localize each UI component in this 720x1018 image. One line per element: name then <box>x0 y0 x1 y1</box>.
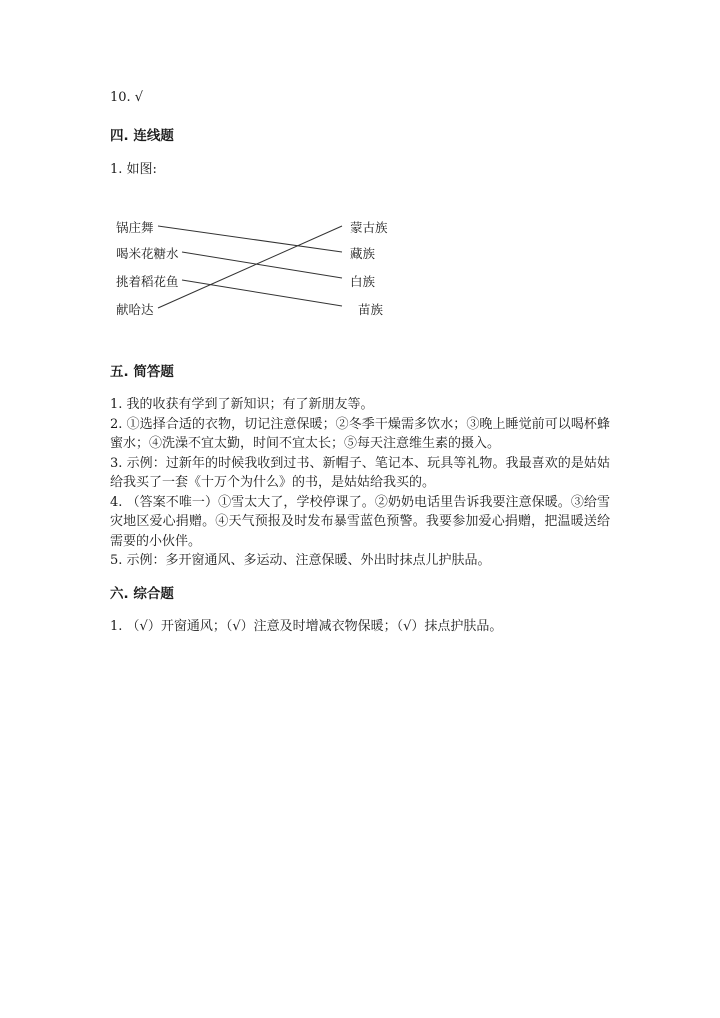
answer-10: 10. √ <box>110 90 144 105</box>
right-item-3: 白族 <box>350 274 376 289</box>
section-6-heading: 六. 综合题 <box>110 586 174 602</box>
match-line-4 <box>158 226 342 308</box>
left-item-2: 喝米花糖水 <box>116 246 179 261</box>
matching-diagram <box>110 206 410 326</box>
left-item-4: 献哈达 <box>116 302 154 317</box>
left-item-1: 锅庄舞 <box>116 220 154 235</box>
section-5-heading: 五. 简答题 <box>110 364 174 380</box>
section-5-answers <box>110 395 610 571</box>
left-item-3: 挑着稻花鱼 <box>116 274 179 289</box>
right-item-2: 藏族 <box>350 246 376 261</box>
section-6-q1: 1. （√）开窗通风；（√）注意及时增减衣物保暖；（√）抹点护肤品。 <box>110 619 503 634</box>
match-line-3 <box>182 280 342 306</box>
answer-5-5: 5. 示例：多开窗通风、多运动、注意保暖、外出时抹点儿护肤品。 <box>110 553 491 568</box>
match-line-2 <box>182 252 342 278</box>
answer-5-1: 1. 我的收获有学到了新知识；有了新朋友等。 <box>110 397 374 412</box>
section-4-q1: 1. 如图: <box>110 162 157 177</box>
section-4-heading: 四. 连线题 <box>110 128 174 144</box>
answer-5-2: 2. ①选择合适的衣物，切记注意保暖；②冬季干燥需多饮水；③晚上睡觉前可以喝杯蜂蜜水；④洗澡不宜太勤，时间不宜太长；⑤每天注意维生素的摄入。 <box>110 416 610 451</box>
right-item-4: 苗族 <box>358 302 384 317</box>
match-line-1 <box>158 226 342 252</box>
answer-5-4: 4. （答案不唯一）①雪太大了，学校停课了。②奶奶电话里告诉我要注意保暖。③给雪灾地区爱心捐赠。④天气预报及时发布暴雪蓝色预警。我要参加爱心捐赠，把温暖送给需要的小伙伴。 <box>110 494 610 549</box>
right-item-1: 蒙古族 <box>350 220 388 235</box>
answer-5-3: 3. 示例：过新年的时候我收到过书、新帽子、笔记本、玩具等礼物。我最喜欢的是姑姑给我买了一套《十万个为什么》的书，是姑姑给我买的。 <box>110 455 610 490</box>
